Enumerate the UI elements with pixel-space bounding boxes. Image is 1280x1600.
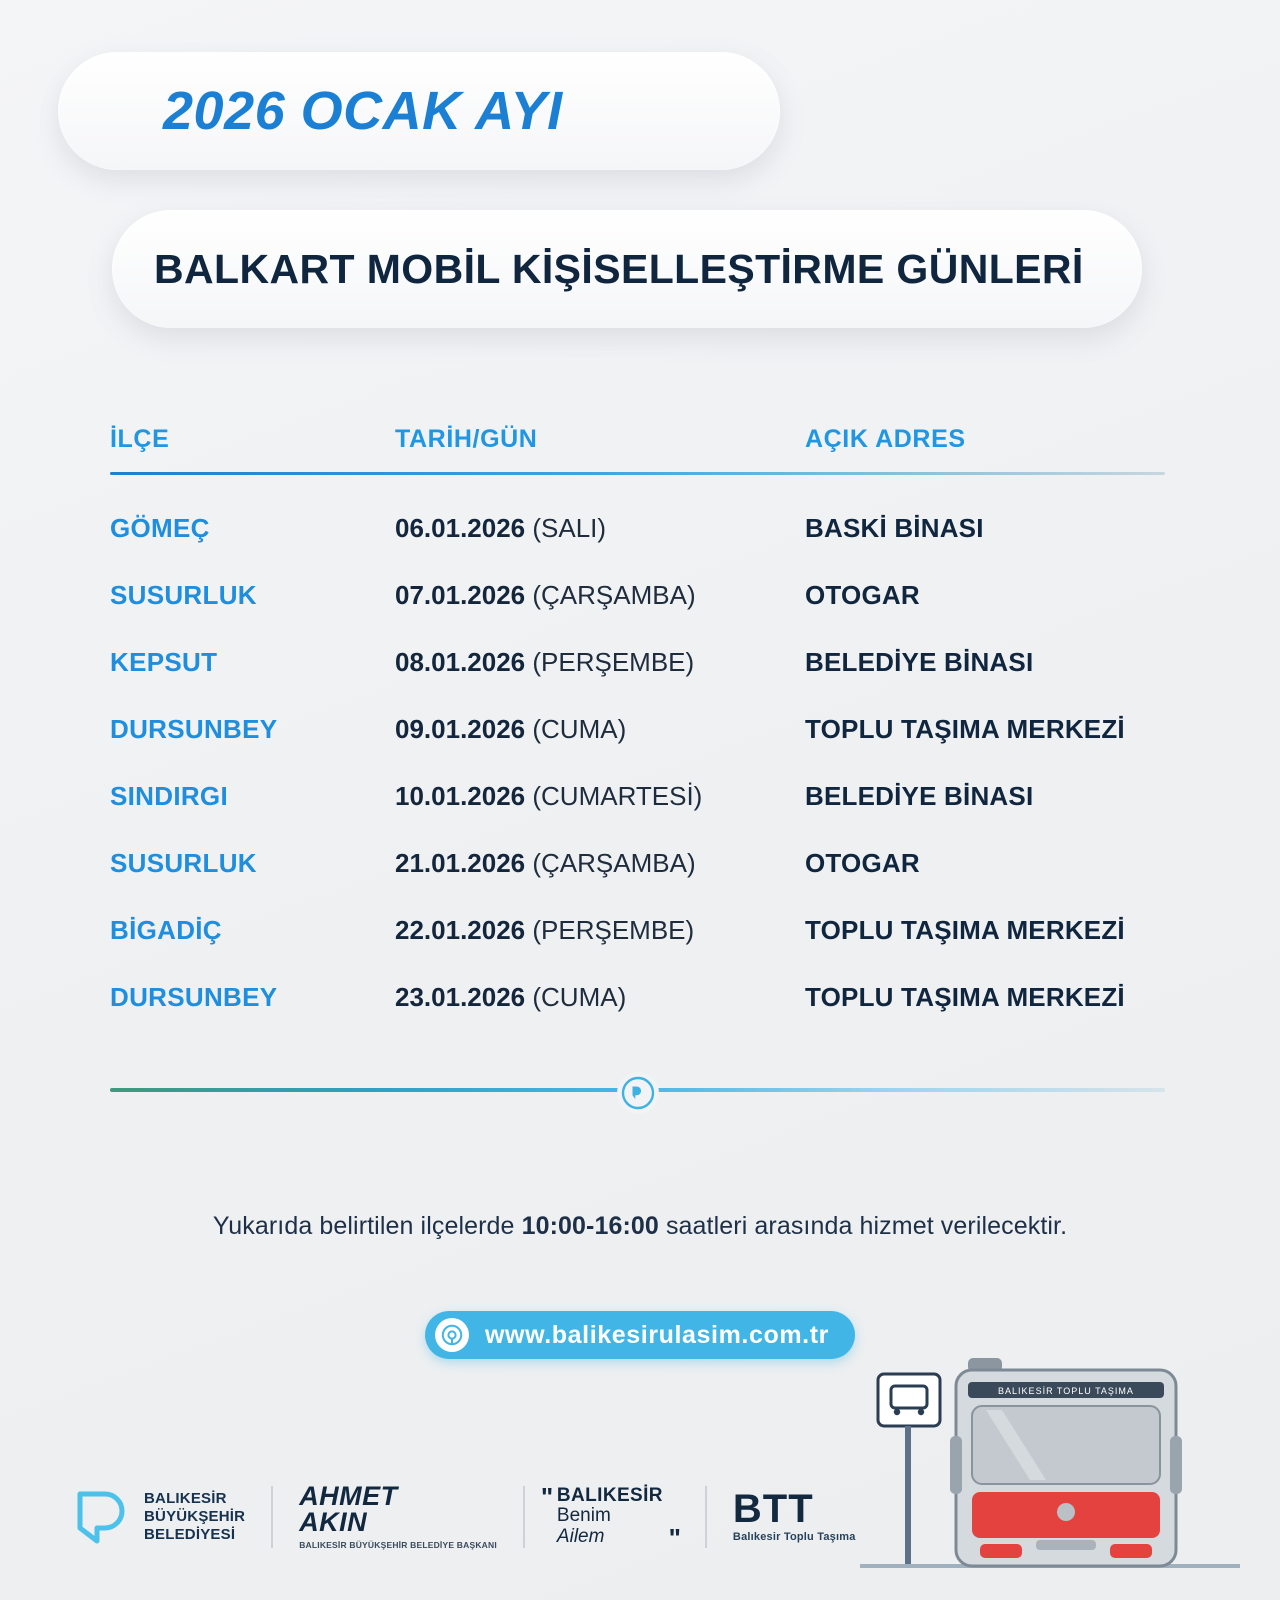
cell-adres: BASKİ BİNASI <box>805 513 984 543</box>
slogan-line-2: Benim <box>556 1505 611 1527</box>
cell-tarih <box>395 513 805 544</box>
footer-divider-2 <box>523 1486 525 1548</box>
column-header-adres: AÇIK ADRES <box>805 425 966 453</box>
cell-ilce: SINDIRGI <box>110 781 228 811</box>
cell-tarih <box>395 982 805 1013</box>
cell-tarih-day: (CUMARTESİ) <box>532 781 703 811</box>
slogan-logo <box>540 1482 681 1553</box>
cell-ilce: BİGADİÇ <box>110 915 222 945</box>
table-row <box>110 964 1165 1031</box>
cell-tarih <box>395 647 805 678</box>
cell-ilce: SUSURLUK <box>110 580 257 610</box>
cell-adres: TOPLU TAŞIMA MERKEZİ <box>805 915 1125 945</box>
cell-tarih-day: (SALI) <box>532 513 607 543</box>
cell-tarih-date: 08.01.2026 <box>395 647 526 677</box>
cell-adres: OTOGAR <box>805 848 920 878</box>
cell-tarih-day: (CUMA) <box>532 982 627 1012</box>
cell-tarih-date: 10.01.2026 <box>395 781 526 811</box>
column-header-ilce: İLÇE <box>110 425 170 453</box>
table-row <box>110 562 1165 629</box>
main-title-pill <box>112 210 1142 328</box>
transit-logo <box>732 1487 856 1543</box>
cell-ilce: DURSUNBEY <box>110 982 278 1012</box>
cell-tarih-date: 23.01.2026 <box>395 982 526 1012</box>
transit-abbrev: BTT <box>732 1487 814 1531</box>
website-chip[interactable] <box>425 1311 855 1359</box>
cell-adres: TOPLU TAŞIMA MERKEZİ <box>805 982 1125 1012</box>
municipality-logo <box>68 1486 245 1549</box>
cell-tarih-date: 09.01.2026 <box>395 714 526 744</box>
mayor-title: BALIKESİR BÜYÜKŞEHİR BELEDİYE BAŞKANI <box>299 1540 497 1551</box>
heart-logo-icon <box>68 1486 130 1549</box>
mayor-last-name: AKIN <box>299 1507 368 1538</box>
cell-tarih-day: (CUMA) <box>532 714 627 744</box>
cell-tarih <box>395 781 805 812</box>
note-prefix: Yukarıda belirtilen ilçelerde <box>212 1212 522 1240</box>
mayor-first-name: AHMET <box>299 1480 398 1511</box>
cell-tarih-day: (PERŞEMBE) <box>532 647 695 677</box>
cell-tarih <box>395 915 805 946</box>
table-row <box>110 763 1165 830</box>
municipality-line-3: BELEDİYESİ <box>144 1526 236 1544</box>
cell-adres: BELEDİYE BİNASI <box>805 781 1034 811</box>
cell-ilce: SUSURLUK <box>110 848 257 878</box>
table-row <box>110 495 1165 562</box>
service-hours-note <box>0 1212 1280 1241</box>
schedule-table <box>110 425 1165 1031</box>
quote-close-icon: " <box>668 1522 681 1553</box>
cell-tarih-day: (ÇARŞAMBA) <box>532 848 696 878</box>
cell-tarih-date: 07.01.2026 <box>395 580 526 610</box>
note-hours: 10:00-16:00 <box>521 1212 659 1240</box>
slogan-line-1: BALIKESİR <box>556 1485 663 1507</box>
quote-open-icon: " <box>540 1482 554 1513</box>
cell-adres: TOPLU TAŞIMA MERKEZİ <box>805 714 1125 744</box>
bus-illustration <box>860 1340 1240 1600</box>
cell-tarih-day: (PERŞEMBE) <box>532 915 695 945</box>
municipality-line-1: BALIKESİR <box>144 1489 227 1507</box>
transit-full-name: Balıkesir Toplu Taşıma <box>732 1531 856 1543</box>
column-header-tarih: TARİH/GÜN <box>395 425 538 453</box>
cell-tarih <box>395 848 805 879</box>
footer-divider-3 <box>705 1486 707 1548</box>
cell-tarih-date: 06.01.2026 <box>395 513 526 543</box>
cell-tarih <box>395 580 805 611</box>
cell-adres: OTOGAR <box>805 580 920 610</box>
heart-badge-icon <box>617 1072 659 1114</box>
cell-tarih-date: 22.01.2026 <box>395 915 526 945</box>
globe-icon <box>435 1318 469 1352</box>
year-title: 2026 OCAK AYI <box>163 81 563 141</box>
cell-tarih-day: (ÇARŞAMBA) <box>532 580 696 610</box>
bus-stop-sign-icon <box>878 1374 940 1564</box>
bus-icon <box>950 1358 1182 1566</box>
cell-tarih-date: 21.01.2026 <box>395 848 526 878</box>
cell-ilce: DURSUNBEY <box>110 714 278 744</box>
cell-ilce: KEPSUT <box>110 647 218 677</box>
slogan-line-3: Ailem <box>556 1525 605 1547</box>
note-suffix: saatleri arasında hizmet verilecektir. <box>658 1212 1068 1240</box>
year-title-pill <box>58 52 780 170</box>
cell-adres: BELEDİYE BİNASI <box>805 647 1034 677</box>
mayor-logo <box>299 1480 497 1551</box>
cell-tarih <box>395 714 805 745</box>
main-title: BALKART MOBİL KİŞİSELLEŞTİRME GÜNLERİ <box>154 245 1084 292</box>
municipality-line-2: BÜYÜKŞEHİR <box>144 1507 246 1525</box>
footer-divider-1 <box>271 1486 273 1548</box>
website-url: www.balikesirulasim.com.tr <box>485 1320 829 1349</box>
table-row <box>110 830 1165 897</box>
footer-divider <box>110 1072 1165 1112</box>
table-header-row <box>110 425 1165 472</box>
table-row <box>110 897 1165 964</box>
cell-ilce: GÖMEÇ <box>110 513 210 543</box>
table-row <box>110 629 1165 696</box>
footer-logos <box>68 1478 856 1556</box>
table-row <box>110 696 1165 763</box>
svg-text:BALIKESİR TOPLU TAŞIMA: BALIKESİR TOPLU TAŞIMA <box>998 1386 1134 1396</box>
